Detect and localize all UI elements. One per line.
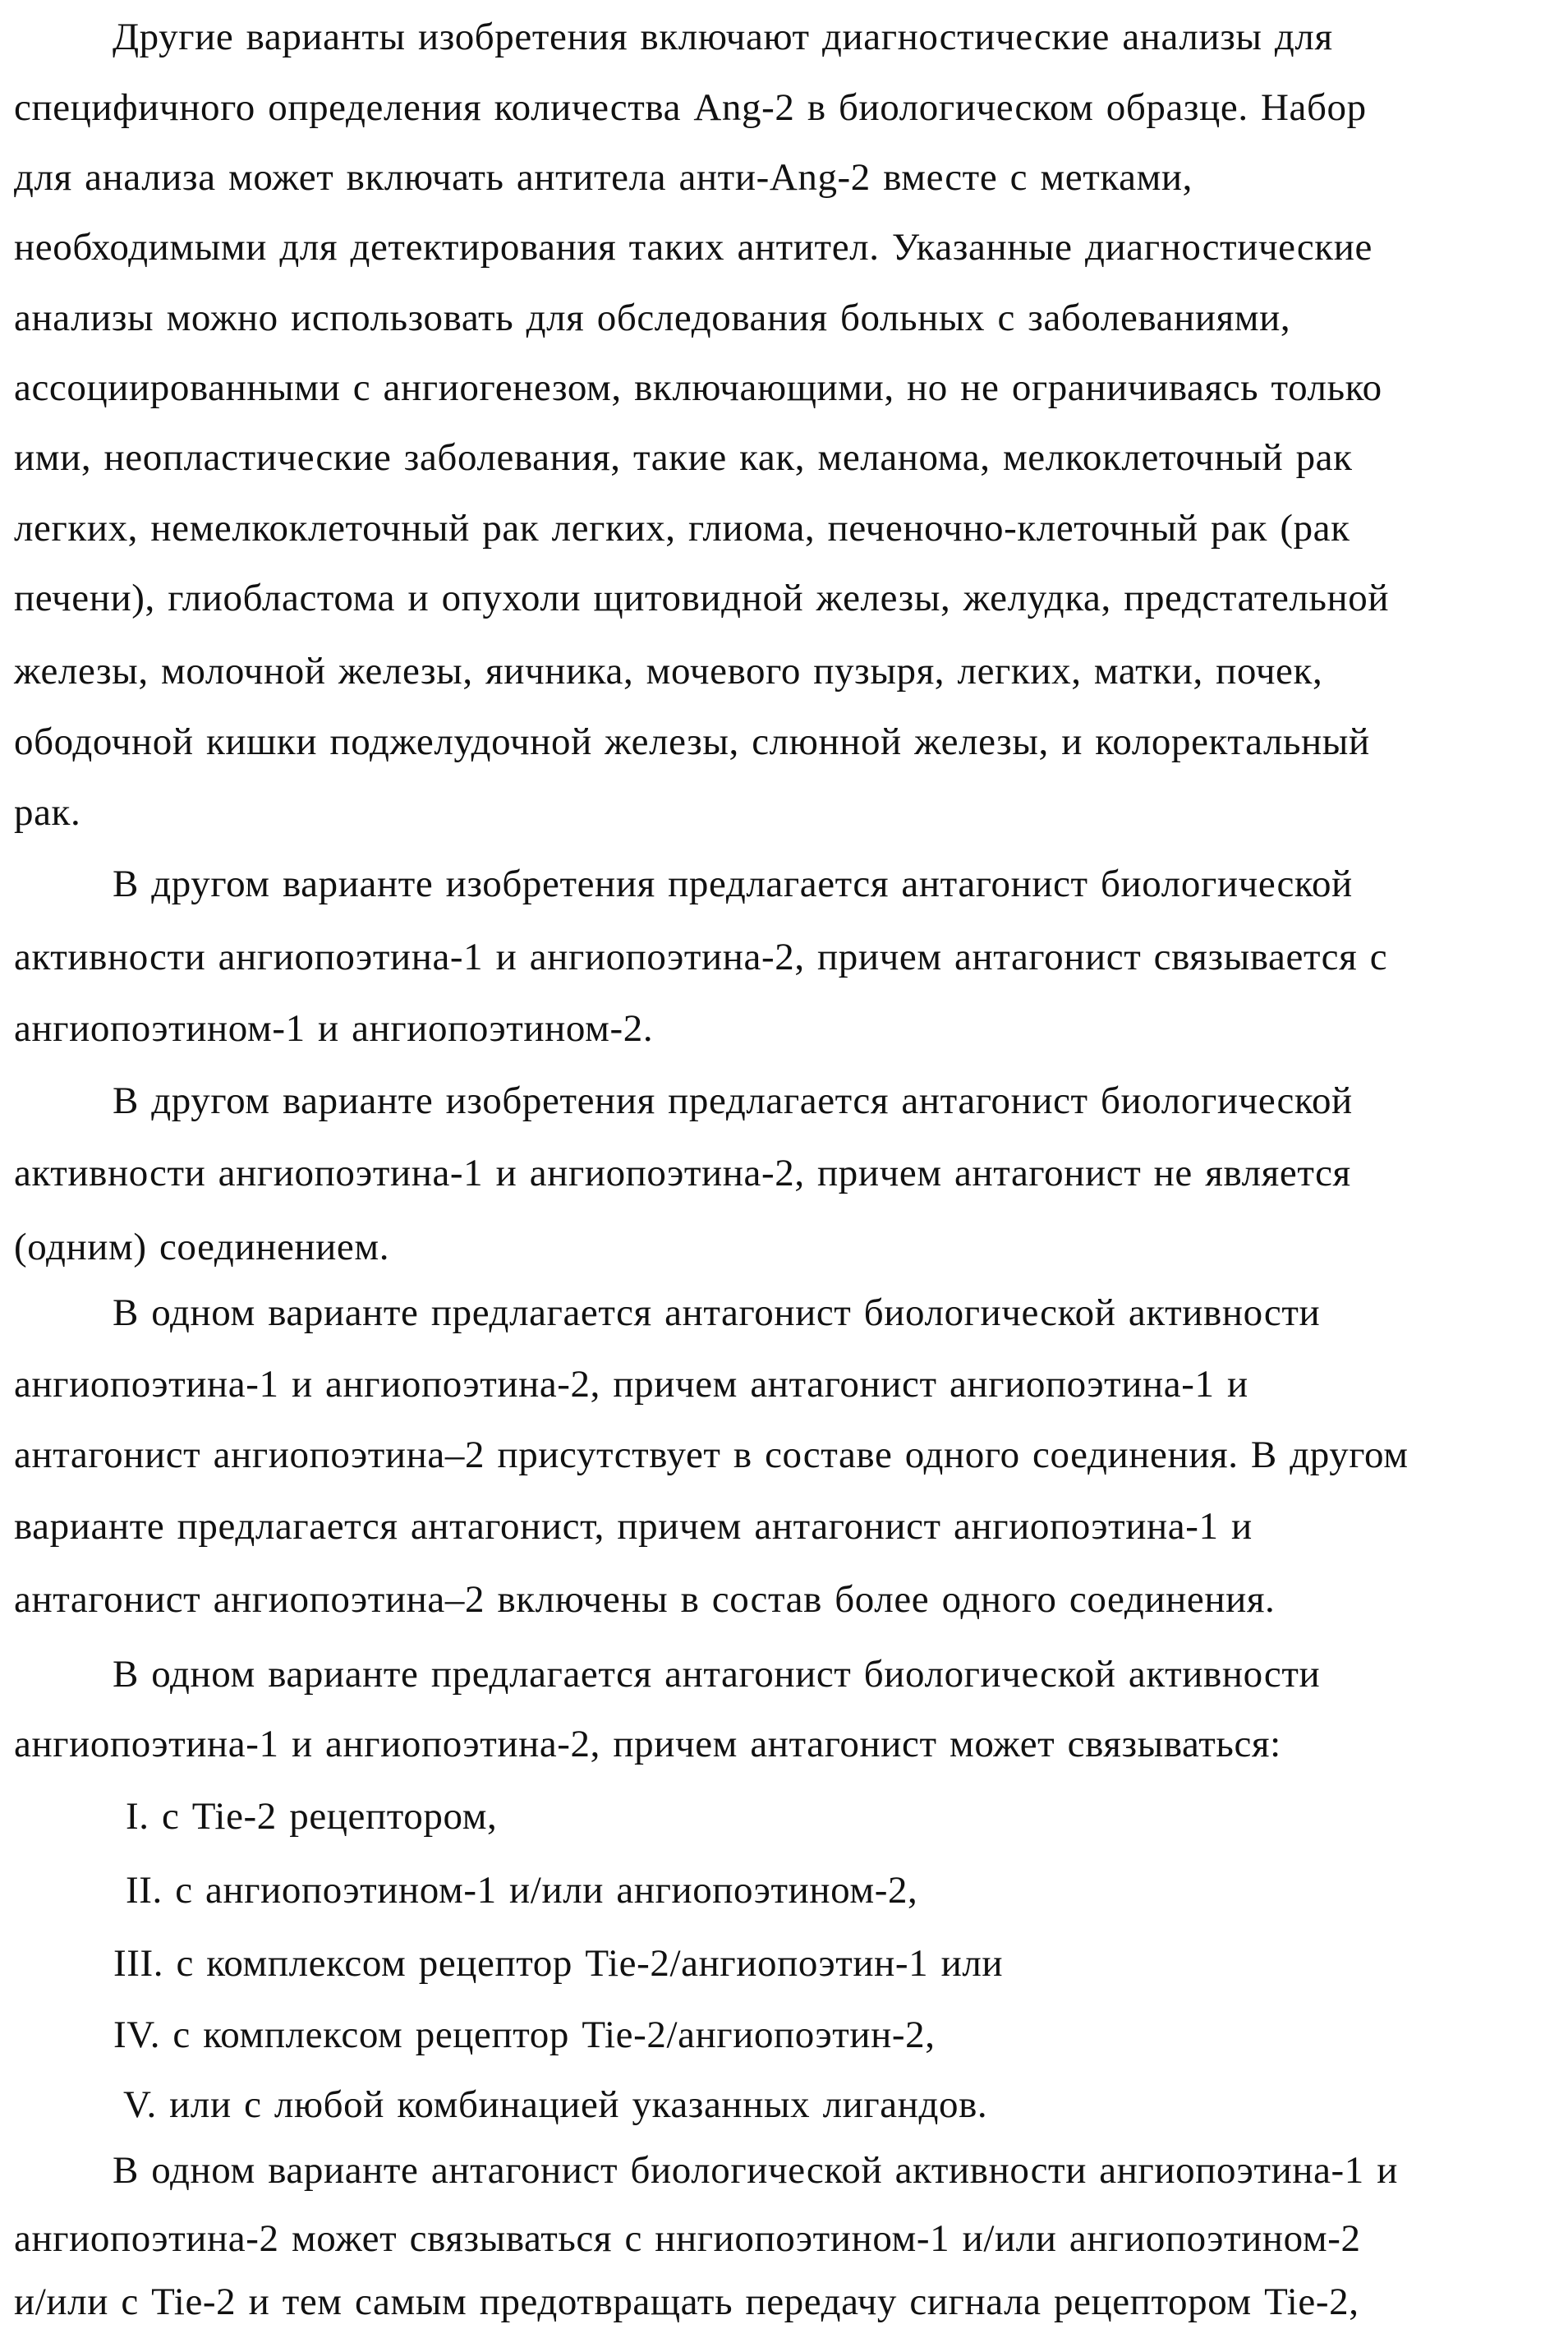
- text-line: Другие варианты изобретения включают диагностические анализы для: [113, 16, 1333, 58]
- text-line: (одним) соединением.: [14, 1226, 390, 1268]
- text-line: III. с комплексом рецептор Tie-2/ангиопоэтин-1 или: [113, 1942, 1004, 1985]
- text-line: антагонист ангиопоэтина–2 присутствует в составе одного соединения. В другом: [14, 1434, 1409, 1476]
- text-line: и/или с Tie-2 и тем самым предотвращать передачу сигнала рецептором Tie-2,: [14, 2280, 1359, 2323]
- text-line: варианте предлагается антагонист, причем антагонист ангиопоэтина-1 и: [14, 1505, 1253, 1548]
- text-line: печени), глиобластома и опухоли щитовидной железы, желудка, предстательной: [14, 577, 1390, 619]
- text-line: ободочной кишки поджелудочной железы, слюнной железы, и колоректальный: [14, 720, 1370, 763]
- text-line: В одном варианте предлагается антагонист биологической активности: [113, 1291, 1321, 1334]
- text-line: активности ангиопоэтина-1 и ангиопоэтина-2, причем антагонист не является: [14, 1152, 1351, 1194]
- text-line: рак.: [14, 791, 81, 834]
- text-line: активности ангиопоэтина-1 и ангиопоэтина-2, причем антагонист связывается с: [14, 936, 1388, 978]
- text-line: для анализа может включать антитела анти-Ang-2 вместе с метками,: [14, 156, 1193, 199]
- text-line: необходимыми для детектирования таких антител. Указанные диагностические: [14, 226, 1373, 269]
- text-line: железы, молочной железы, яичника, мочевого пузыря, легких, матки, почек,: [14, 650, 1323, 693]
- text-line: В другом варианте изобретения предлагается антагонист биологической: [113, 1079, 1353, 1122]
- text-line: I. с Tie-2 рецептором,: [126, 1795, 498, 1838]
- text-line: ангиопоэтина-1 и ангиопоэтина-2, причем антагонист может связываться:: [14, 1723, 1281, 1765]
- text-line: антагонист ангиопоэтина–2 включены в состав более одного соединения.: [14, 1578, 1276, 1621]
- text-line: ангиопоэтина-2 может связываться с ннгиопоэтином-1 и/или ангиопоэтином-2: [14, 2217, 1361, 2260]
- text-line: анализы можно использовать для обследования больных с заболеваниями,: [14, 297, 1291, 339]
- text-line: ангиопоэтина-1 и ангиопоэтина-2, причем антагонист ангиопоэтина-1 и: [14, 1363, 1248, 1406]
- text-line: легких, немелкоклеточный рак легких, глиома, печеночно-клеточный рак (рак: [14, 507, 1350, 550]
- text-line: В одном варианте антагонист биологической активности ангиопоэтина-1 и: [113, 2149, 1398, 2192]
- text-line: II. с ангиопоэтином-1 и/или ангиопоэтином-2,: [126, 1869, 918, 1912]
- text-line: ими, неопластические заболевания, такие как, меланома, мелкоклеточный рак: [14, 436, 1353, 479]
- text-line: V. или с любой комбинацией указанных лигандов.: [123, 2083, 988, 2126]
- text-line: специфичного определения количества Ang-2 в биологическом образце. Набор: [14, 86, 1367, 129]
- text-line: IV. с комплексом рецептор Tie-2/ангиопоэтин-2,: [113, 2014, 936, 2056]
- text-line: В одном варианте предлагается антагонист биологической активности: [113, 1653, 1321, 1696]
- text-line: В другом варианте изобретения предлагается антагонист биологической: [113, 863, 1353, 905]
- text-line: ассоциированными с ангиогенезом, включающими, но не ограничиваясь только: [14, 366, 1382, 409]
- text-line: ангиопоэтином-1 и ангиопоэтином-2.: [14, 1007, 654, 1050]
